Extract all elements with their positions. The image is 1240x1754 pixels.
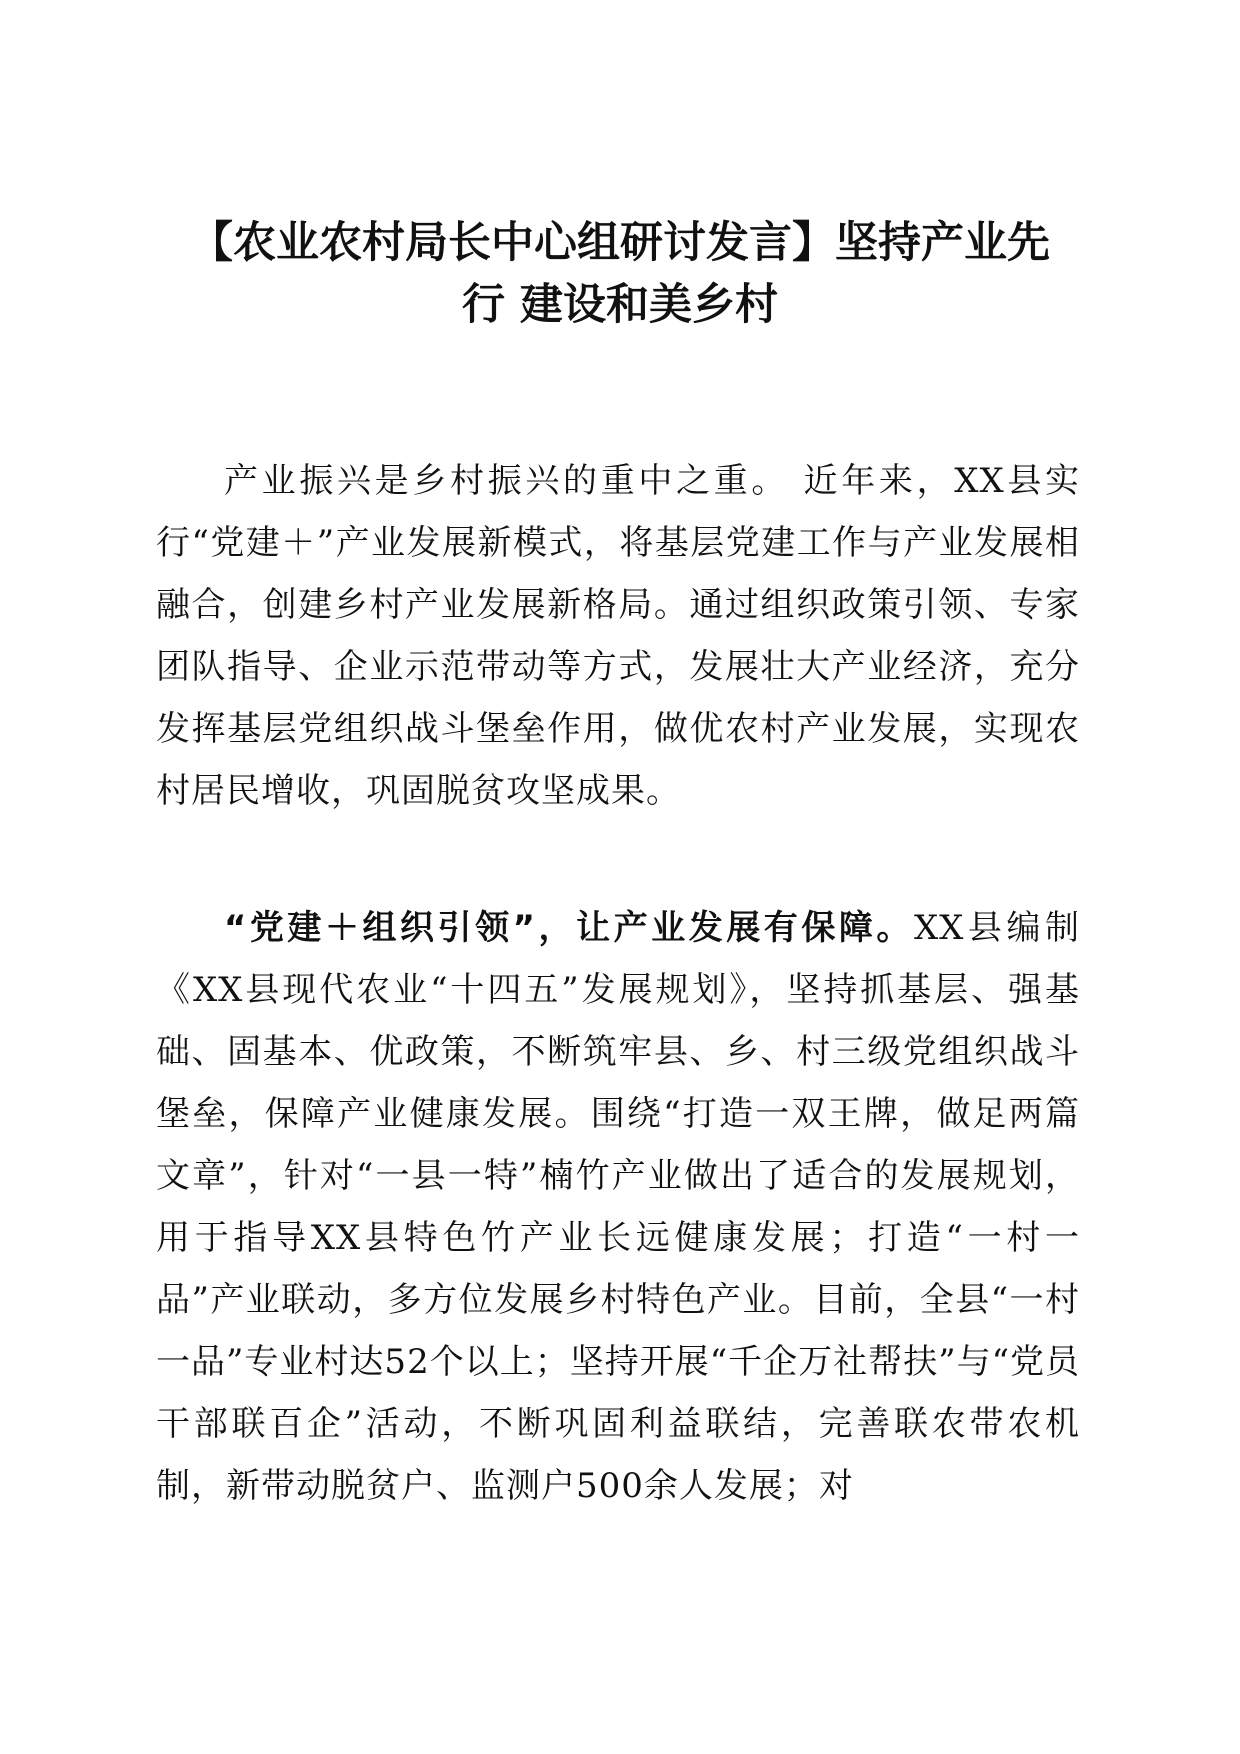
paragraph-2-body: XX县编制《XX县现代农业“十四五”发展规划》，坚持抓基层、强基础、固基本、优政策，不断筑牢县、乡、村三级党组织战斗堡垒，保障产业健康发展。围绕“打造一双王牌，做足两篇文章”，针对“一县一特”楠竹产业做出了适合的发展规划，用于指导XX县特色竹产业长远健康发展；打造“一村一品”产业联动，多方位发展乡村特色产业。目前，全县“一村一品”专业村达52个以上；坚持开展“千企万社帮扶”与“党员干部联百企”活动，不断巩固利益联结，完善联农带农机制，新带动脱贫户、监测户500余人发展；对 xyxy=(156,908,1080,1506)
title-line-1: 【农业农村局长中心组研讨发言】坚持产业先 xyxy=(190,218,1050,268)
paragraph-1: 产业振兴是乡村振兴的重中之重。 近年来，XX县实行“党建＋”产业发展新模式，将基层党建工作与产业发展相融合，创建乡村产业发展新格局。通过组织政策引领、专家团队指导、企业示范带动等方式，发展壮大产业经济，充分发挥基层党组织战斗堡垒作用，做优农村产业发展，实现农村居民增收，巩固脱贫攻坚成果。 xyxy=(156,461,1080,811)
paragraph-2-lead: “党建＋组织引领”，让产业发展有保障。 xyxy=(224,908,914,948)
document-title xyxy=(150,212,1090,336)
paragraph-2 xyxy=(156,897,1080,1517)
title-line-2: 行 建设和美乡村 xyxy=(462,280,778,330)
